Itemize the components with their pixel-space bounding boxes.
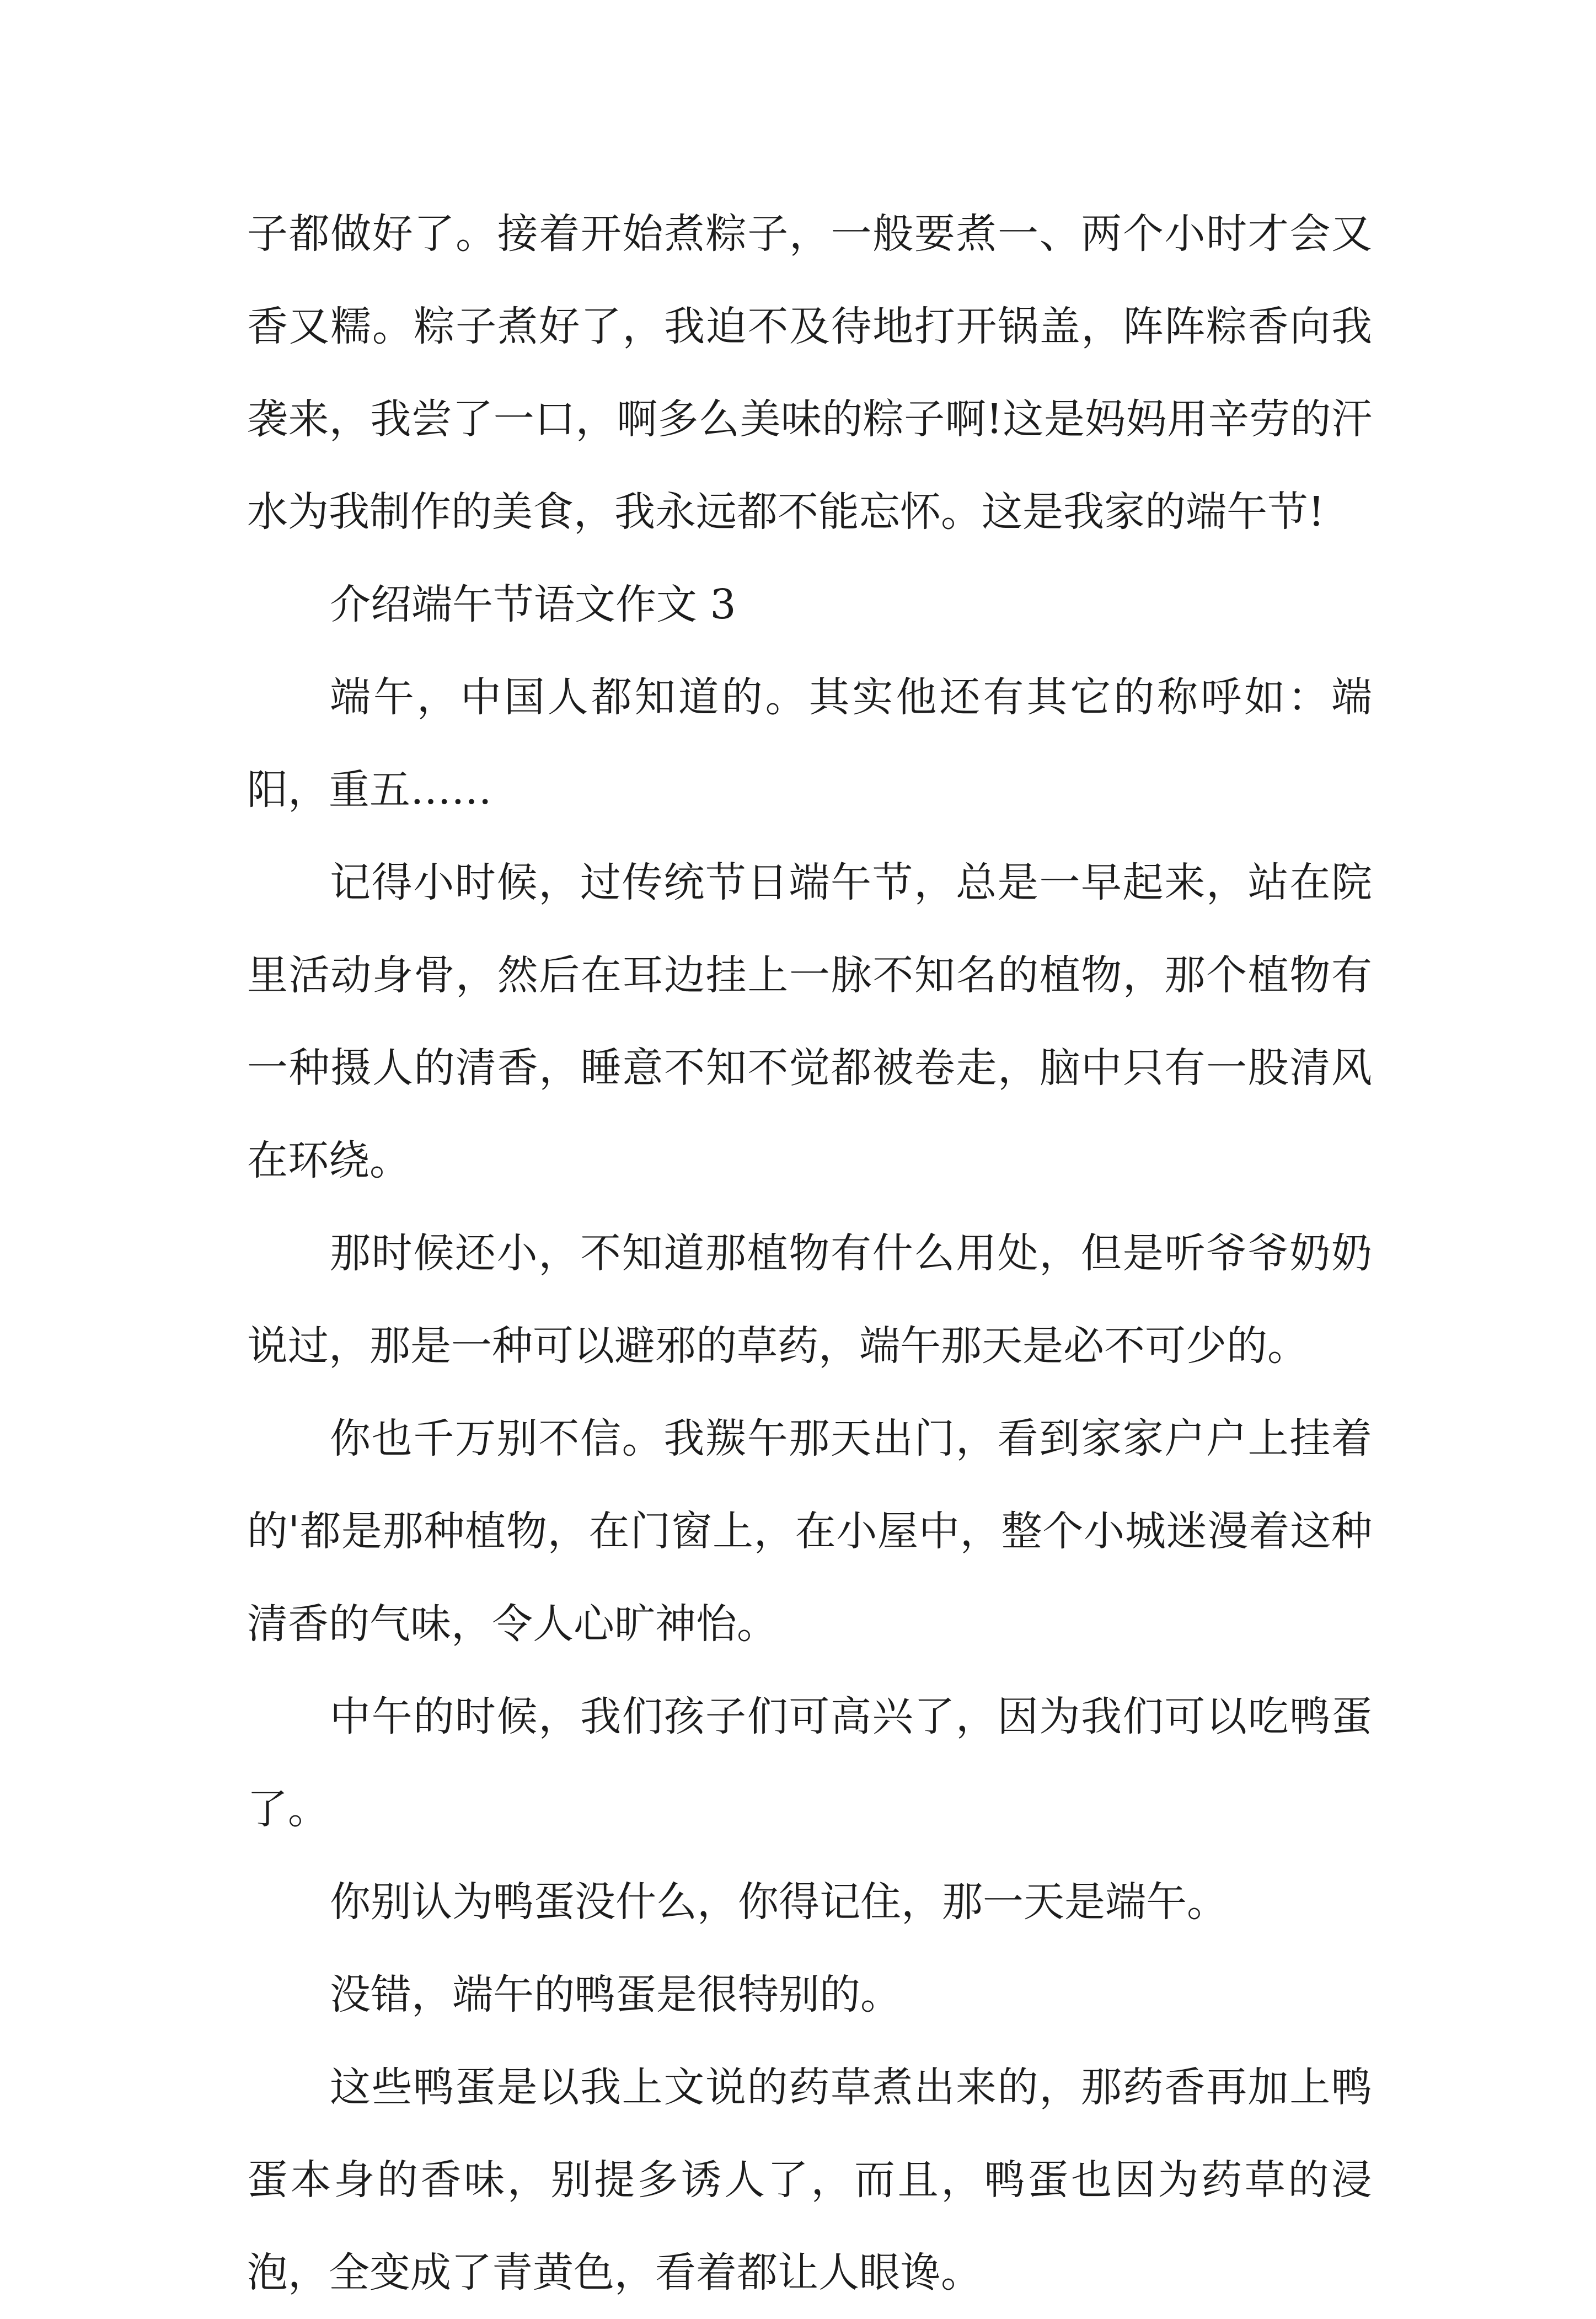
paragraph: 你别认为鸭蛋没什么，你得记住，那一天是端午。 [330,1878,1228,1926]
paragraph: 端午，中国人都知道的。其实他还有其它的称呼如：端阳，重五…… [247,674,1372,814]
article-body [247,188,1372,2319]
paragraph: 那时候还小，不知道那植物有什么用处，但是听爷爷奶奶说过，那是一种可以避邪的草药，端午那天是必不可少的。 [247,1230,1372,1370]
section-heading: 介绍端午节语文作文 3 [330,581,736,628]
paragraph: 记得小时候，过传统节日端午节，总是一早起来，站在院里活动身骨，然后在耳边挂上一脉不知名的植物，那个植物有一种摄人的清香，睡意不知不觉都被卷走，脑中只有一股清风在环绕。 [247,859,1372,1184]
paragraph: 中午的时候，我们孩子们可高兴了，因为我们可以吃鸭蛋了。 [247,1693,1372,1833]
paragraph: 这些鸭蛋是以我上文说的药草煮出来的，那药香再加上鸭蛋本身的香味，别提多诱人了，而且，鸭蛋也因为药草的浸泡，全变成了青黄色，看着都让人眼谗。 [247,2064,1372,2296]
paragraph: 你也千万别不信。我羰午那天出门，看到家家户户上挂着的'都是那种植物，在门窗上，在小屋中，整个小城迷漫着这种清香的气味，令人心旷神怡。 [247,1415,1372,1648]
paragraph-continuation: 子都做好了。接着开始煮粽子，一般要煮一、两个小时才会又香又糯。粽子煮好了，我迫不及待地打开锅盖，阵阵粽香向我袭来，我尝了一口，啊多么美味的粽子啊!这是妈妈用辛劳的汗水为我制作的美食，我永远都不能忘怀。这是我家的端午节! [247,210,1372,536]
paragraph: 没错，端午的鸭蛋是很特别的。 [330,1971,901,2018]
